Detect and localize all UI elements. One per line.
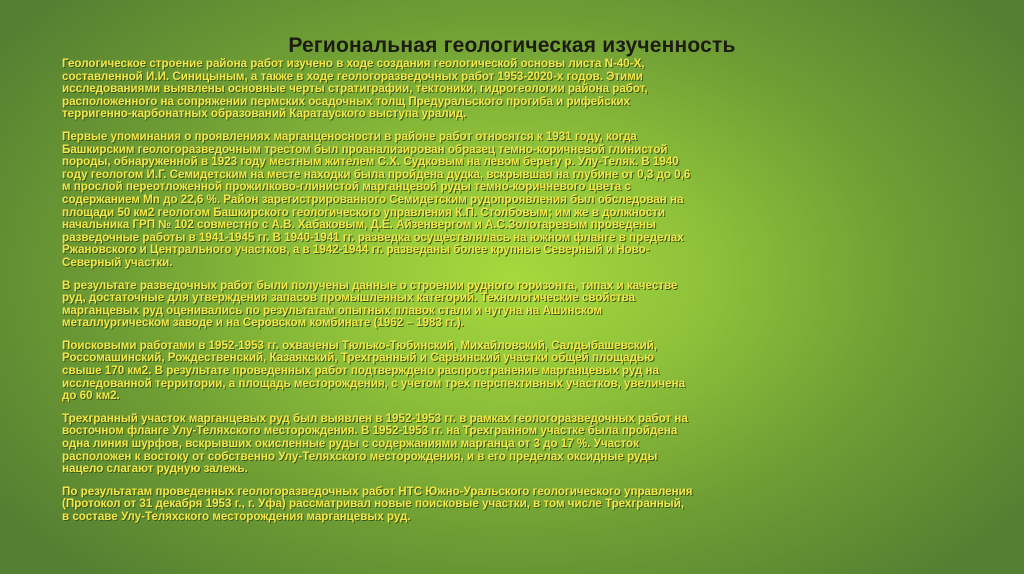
slide-title: Региональная геологическая изученность [288,34,736,57]
paragraph-trekhgranny: Трехгранный участок марганцевых руд был выявлен в 1952-1953 гг. в рамках геологоразведочных работ на восточном фланге Улу-Теляхского месторождения. В 1952-1953 гг. на Трехгранном участке была пройдена одна линия шурфов, вскрывших окисленные руды с содержаниями марганца от 3 до 17 %. Участок расположен к востоку от собственно Улу-Теляхского месторождения, и в его пределах оксидные руды нацело слагают рудную залежь. [62,411,688,476]
paragraph-stratigraphy: Геологическое строение района работ изучено в ходе создания геологической основы листа N-40-X, составленной И.И. Синицыным, а также в ходе геологоразведочных работ 1953-2020-х годов. Этими исследованиями выявлены основные черты стратиграфии, тектоники, гидрогеологии района работ, расположенного на сопряжении пермских осадочных толщ Предуральского прогиба и рифейских терригенно-карбонатных образований Каратауского выступа уралид. [62,58,648,121]
slide-body [62,58,942,563]
paragraph-first-mentions: Первые упоминания о проявлениях марганценосности в районе работ относятся к 1931 году, когда Башкирским геологоразведочным трестом был проанализирован образец темно-коричневой глинистой породы, обнаруженной в 1923 году местным жителем С.Х. Судковым на левом берегу р. Улу-Теляк. В 1940 году геологом И.Г. Семидетским на месте находки была пройдена дудка, вскрывшая на глубине от 0,3 до 0,6 м прослой переотложенной прожилково-глинистой марганцевой руды темно-коричневого цвета с содержанием Mn до 22,6 %. Район зарегистрированного Семидетским рудопроявления был обследован на площади 50 км2 геологом Башкирского геологического управления К.П. Столбовым; им же в должности начальника ГРП № 102 совместно с А.В. Хабаковым, Д.Е. Айзенвергом и А.С.Золотаревым проведены разведочные работы в 1941-1945 гг. В 1940-1941 гг. разведка осуществлялась на южном фланге в пределах Ржановского и Центрального участков, а в 1942-1944 гг. разведаны более крупные Северный и Ново- Северный участки. [62,129,691,269]
paragraph-conclusion: По результатам проведенных геологоразведочных работ НТС Южно-Уральского геологического управления (Протокол от 31 декабря 1953 г., г. Уфа) рассматривал новые поисковые участки, в том числе Трехгранный, в составе Улу-Теляхского месторождения марганцевых руд. [62,484,693,523]
paragraph-exploration-results: В результате разведочных работ были получены данные о строении рудного горизонта, типах и качестве руд, достаточные для утверждения запасов промышленных категорий. Технологические свойства марганцевых руд оценивались по результатам опытных плавок стали и чугуна на Ашинском металлургическом заводе и на Серовском комбинате (1962 – 1983 гг.). [62,278,678,330]
paragraph-prospecting: Поисковыми работами в 1952-1953 гг. охвачены Тюлько-Тюбинский, Михайловский, Салдыбашевский, Россомашинский, Рождественский, Казаякский, Трехгранный и Сарвинский участки общей площадью свыше 170 км2. В результате проведенных работ подтверждено распространение марганцевых руд на исследованной территории, а площадь месторождения, с учетом трех перспективных участков, увеличена до 60 км2. [62,338,686,403]
